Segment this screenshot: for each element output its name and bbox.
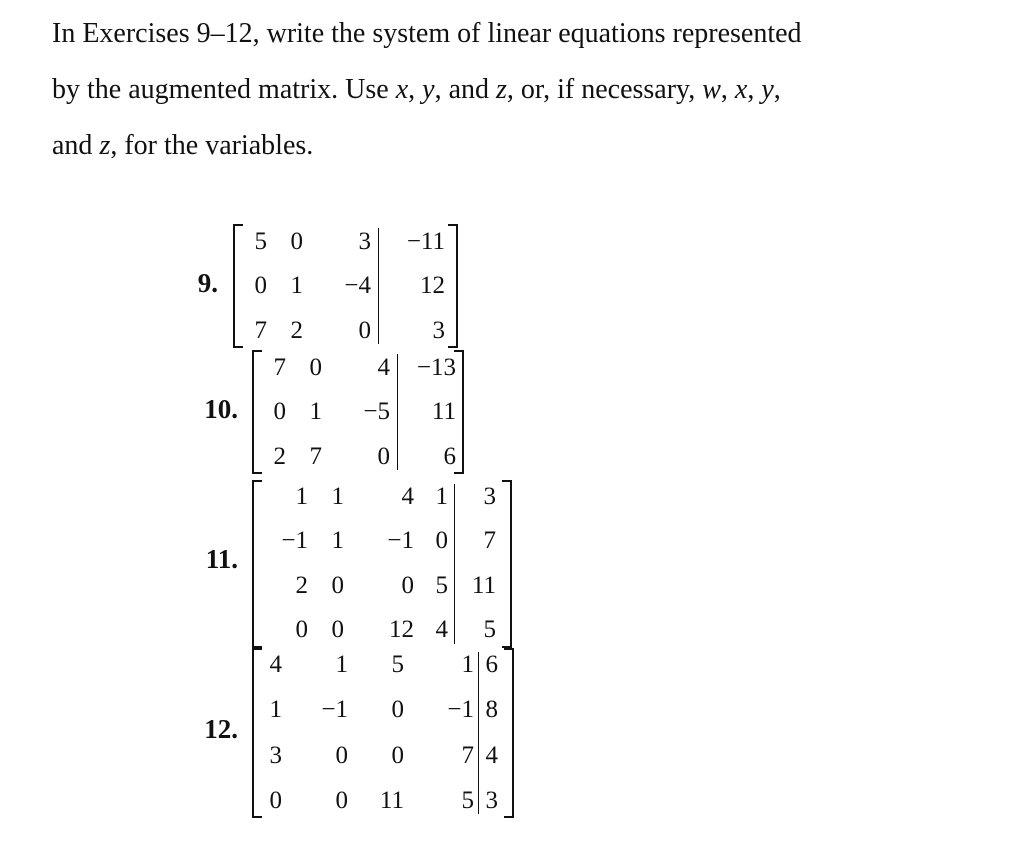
- matrix-cell: 8: [485, 696, 498, 723]
- matrix-cell: 0: [435, 527, 448, 554]
- matrix-row: [252, 613, 512, 647]
- matrix-row: [252, 693, 514, 727]
- exercise-number: 9.: [197, 268, 218, 298]
- matrix-row: [233, 269, 458, 303]
- matrix-cell: 0: [335, 742, 348, 769]
- matrix-cell: 1: [295, 483, 308, 510]
- matrix-cell: 6: [443, 443, 456, 470]
- var-z: z: [99, 130, 111, 161]
- matrix-cell: 4: [485, 742, 498, 769]
- var-z: z: [496, 74, 507, 105]
- instructions-line-2: by the augmented matrix. Use x, y, and z, or, if necessary, w, x, y,: [52, 74, 781, 105]
- exercise-number: 12.: [204, 714, 238, 744]
- matrix-cell: 0: [269, 787, 282, 814]
- matrix-cell: 0: [331, 616, 344, 643]
- matrix-cell: 1: [290, 272, 303, 299]
- matrix-cell: 1: [331, 483, 344, 510]
- matrix-cell: 5: [435, 572, 448, 599]
- instructions-line-3: and z, for the variables.: [52, 130, 314, 161]
- augmented-matrix: [233, 224, 458, 348]
- var-y: y: [761, 74, 774, 105]
- matrix-cell: 7: [254, 317, 267, 344]
- matrix-cell: −4: [344, 272, 371, 299]
- matrix-cell: 0: [331, 572, 344, 599]
- matrix-cell: 1: [331, 527, 344, 554]
- matrix-cell: 3: [432, 317, 445, 344]
- matrix-row: [252, 784, 514, 818]
- exercise-number: 11.: [205, 544, 238, 574]
- matrix-cell: −13: [416, 354, 456, 381]
- matrix-cell: 3: [485, 787, 498, 814]
- matrix-cell: 0: [377, 443, 390, 470]
- matrix-row: [252, 739, 514, 773]
- matrix-cell: −1: [321, 696, 348, 723]
- matrix-cell: 3: [269, 742, 282, 769]
- matrix-cell: 5: [391, 651, 404, 678]
- matrix-row: [252, 648, 514, 682]
- matrix-cell: 11: [379, 787, 404, 814]
- matrix-cell: −1: [281, 527, 308, 554]
- matrix-cell: 1: [435, 483, 448, 510]
- matrix-cell: −1: [387, 527, 414, 554]
- exercise-number: 10.: [204, 394, 238, 424]
- matrix-row: [252, 480, 512, 514]
- matrix-cell: 4: [269, 651, 282, 678]
- matrix-cell: 7: [461, 742, 474, 769]
- matrix-cell: 5: [461, 787, 474, 814]
- matrix-cell: 0: [290, 228, 303, 255]
- matrix-cell: 11: [471, 572, 496, 599]
- matrix-row: [252, 351, 464, 385]
- matrix-cell: 2: [290, 317, 303, 344]
- matrix-cell: 2: [273, 443, 286, 470]
- matrix-cell: 0: [401, 572, 414, 599]
- matrix-cell: 1: [309, 398, 322, 425]
- augmented-matrix: [252, 480, 512, 648]
- matrix-cell: 12: [420, 272, 445, 299]
- matrix-cell: 0: [254, 272, 267, 299]
- matrix-cell: 6: [485, 651, 498, 678]
- matrix-row: [252, 395, 464, 429]
- matrix-cell: 3: [358, 228, 371, 255]
- matrix-cell: 12: [389, 616, 414, 643]
- var-y: y: [422, 74, 435, 105]
- matrix-cell: −1: [447, 696, 474, 723]
- var-x: x: [395, 74, 409, 105]
- matrix-cell: 3: [483, 483, 496, 510]
- matrix-cell: 11: [431, 398, 456, 425]
- matrix-cell: 0: [358, 317, 371, 344]
- matrix-row: [252, 569, 512, 603]
- matrix-row: [233, 314, 458, 348]
- augmented-matrix: [252, 648, 514, 818]
- matrix-cell: 1: [335, 651, 348, 678]
- matrix-row: [252, 524, 512, 558]
- matrix-cell: 1: [269, 696, 282, 723]
- matrix-cell: 5: [254, 228, 267, 255]
- matrix-cell: 0: [273, 398, 286, 425]
- matrix-row: [233, 225, 458, 259]
- instructions-line-1: In Exercises 9–12, write the system of linear equations represented: [52, 18, 802, 49]
- matrix-cell: 0: [335, 787, 348, 814]
- matrix-cell: 0: [391, 696, 404, 723]
- matrix-cell: 4: [435, 616, 448, 643]
- matrix-cell: 0: [391, 742, 404, 769]
- matrix-cell: 4: [377, 354, 390, 381]
- matrix-row: [252, 440, 464, 474]
- matrix-cell: 1: [461, 651, 474, 678]
- matrix-cell: 2: [295, 572, 308, 599]
- matrix-cell: 4: [401, 483, 414, 510]
- instructions-paragraph: [52, 0, 997, 174]
- var-x: x: [734, 74, 748, 105]
- var-w: w: [702, 74, 721, 105]
- matrix-cell: 0: [295, 616, 308, 643]
- matrix-cell: 0: [309, 354, 322, 381]
- matrix-cell: 7: [273, 354, 286, 381]
- matrix-cell: −5: [363, 398, 390, 425]
- matrix-cell: −11: [406, 228, 445, 255]
- matrix-cell: 7: [483, 527, 496, 554]
- matrix-cell: 5: [483, 616, 496, 643]
- augmented-matrix: [252, 350, 464, 474]
- matrix-cell: 7: [309, 443, 322, 470]
